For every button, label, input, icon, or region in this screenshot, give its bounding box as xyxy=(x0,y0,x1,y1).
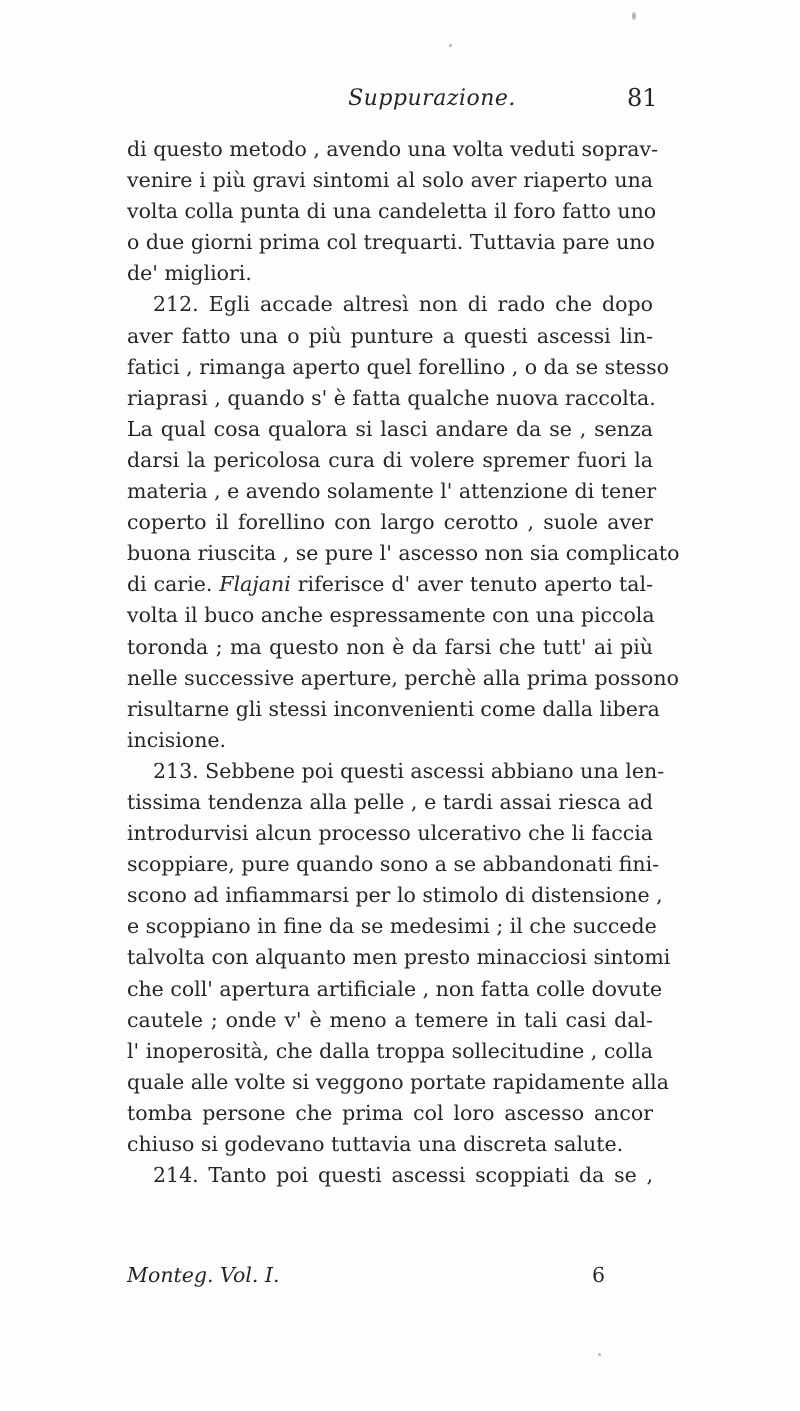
text-line: volta colla punta di una candeletta il foro fatto uno xyxy=(127,199,657,224)
text-line: volta il buco anche espressamente con una piccola xyxy=(127,603,655,628)
text-line: risultarne gli stessi inconvenienti come dalla libera xyxy=(127,696,660,721)
text-line: coperto il forellino con largo cerotto , suole aver xyxy=(127,510,653,535)
text-line: introdurvisi alcun processo ulcerativo che li faccia xyxy=(127,821,653,846)
text-line: aver fatto una o più punture a questi ascessi lin- xyxy=(127,323,653,348)
paragraph-212-start: 212. Egli accade altresì non di rado che dopo xyxy=(153,292,653,317)
author-name: Flajani xyxy=(219,572,291,597)
paragraph-213-start: 213. Sebbene poi questi ascessi abbiano una len- xyxy=(153,758,665,783)
text-line: toronda ; ma questo non è da farsi che tutt' ai più xyxy=(127,634,653,659)
text-line: che coll' apertura artificiale , non fatta colle dovute xyxy=(127,976,663,1001)
paper-speck xyxy=(598,1353,601,1356)
text-fragment: di carie. xyxy=(127,572,220,597)
text-line: e scoppiano in fine da se medesimi ; il che succede xyxy=(127,914,657,939)
text-line: venire i più gravi sintomi al solo aver riaperto una xyxy=(127,168,653,193)
text-line: buona riuscita , se pure l' ascesso non sia complicato xyxy=(127,541,680,566)
text-line: o due giorni prima col trequarti. Tuttavia pare uno xyxy=(127,230,655,255)
running-title: Suppurazione. xyxy=(348,86,516,111)
text-line: talvolta con alquanto men presto minacciosi sintomi xyxy=(127,945,671,970)
text-line: scono ad infiammarsi per lo stimolo di distensione , xyxy=(127,883,663,908)
text-line: l' inoperosità, che dalla troppa sollecitudine , colla xyxy=(127,1038,653,1063)
text-line: scoppiare, pure quando sono a se abbandonati fini- xyxy=(127,852,660,877)
text-line-with-author xyxy=(127,569,653,600)
text-line: incisione. xyxy=(127,727,227,752)
text-line: tomba persone che prima col loro ascesso ancor xyxy=(127,1100,653,1125)
paper-speck xyxy=(449,44,452,47)
signature-mark: 6 xyxy=(592,1263,606,1287)
text-line: riaprasi , quando s' è fatta qualche nuova raccolta. xyxy=(127,385,656,410)
text-line: darsi la pericolosa cura di volere spremer fuori la xyxy=(127,447,653,472)
text-fragment: riferisce d' aver tenuto aperto tal- xyxy=(290,572,654,597)
text-line: nelle successive aperture, perchè alla prima possono xyxy=(127,665,679,690)
page-number: 81 xyxy=(627,84,658,112)
text-line: fatici , rimanga aperto quel forellino , o da se stesso xyxy=(127,354,669,379)
text-line: chiuso si godevano tuttavia una discreta salute. xyxy=(127,1132,624,1156)
body-text xyxy=(127,134,680,1191)
text-line: La qual cosa qualora si lasci andare da se , senza xyxy=(127,416,653,441)
text-line: materia , e avendo solamente l' attenzione di tener xyxy=(127,479,657,504)
text-line: cautele ; onde v' è meno a temere in tali casi dal- xyxy=(127,1007,653,1032)
paper-speck xyxy=(632,12,636,20)
text-line: de' migliori. xyxy=(127,261,252,286)
text-line: quale alle volte si veggono portate rapidamente alla xyxy=(127,1069,669,1094)
paragraph-214-start: 214. Tanto poi questi ascessi scoppiati da se , xyxy=(153,1163,653,1188)
text-line: tissima tendenza alla pelle , e tardi assai riesca ad xyxy=(127,789,653,814)
text-line: di questo metodo , avendo una volta veduti soprav- xyxy=(127,137,659,161)
signature-line: Monteg. Vol. I. xyxy=(127,1263,280,1287)
